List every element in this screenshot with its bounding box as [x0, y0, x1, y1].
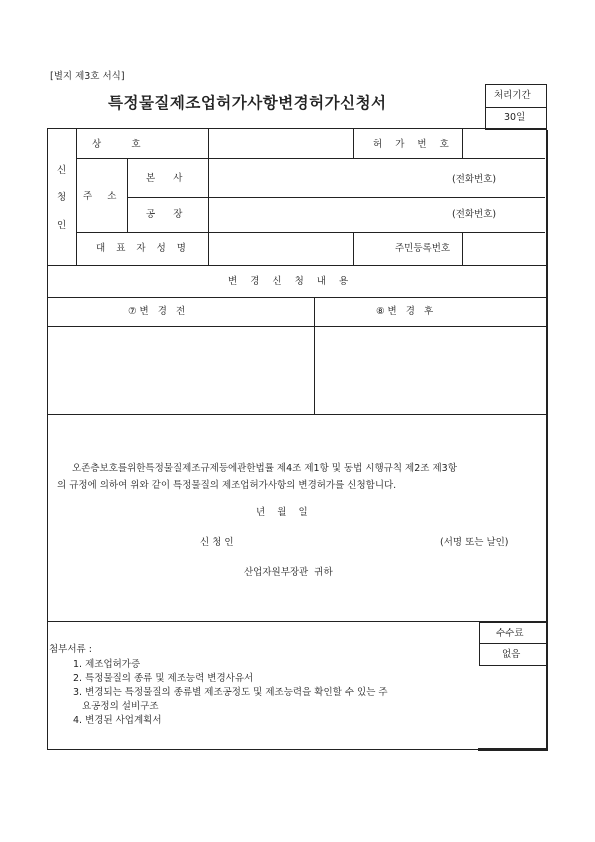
- attachment-item: 2. 특정물질의 종류 및 제조능력 변경사유서: [73, 673, 254, 684]
- factory-phone-label: (전화번호): [452, 209, 497, 220]
- declaration-line-2: 의 규정에 의하여 위와 같이 특정물질의 제조업허가사항의 변경허가를 신청합니다.: [57, 480, 397, 491]
- change-after-field[interactable]: [315, 327, 544, 413]
- attachment-item: 4. 변경된 사업계획서: [73, 715, 162, 726]
- resident-number-field[interactable]: [463, 233, 544, 264]
- fee-value: 없음: [502, 649, 521, 660]
- factory-label: 공 장: [146, 209, 183, 220]
- address-label: 주 소: [83, 191, 120, 202]
- page-title: 특정물질제조업허가사항변경허가신청서: [108, 94, 387, 112]
- trade-name-label: 상 호: [92, 139, 141, 150]
- attachment-item: 1. 제조업허가증: [73, 659, 141, 670]
- trade-name-field[interactable]: [209, 129, 352, 157]
- processing-period-label: 처리기간: [494, 90, 531, 101]
- addressee: 산업자원부장관 귀하: [244, 567, 333, 578]
- head-office-label: 본 사: [146, 173, 183, 184]
- applicant-group-label-3: 인: [57, 220, 67, 231]
- form-label: [별지 제3호 서식]: [50, 71, 125, 82]
- processing-period-value: 30일: [504, 112, 526, 123]
- applicant-group-label-2: 청: [57, 192, 67, 203]
- change-request-header: 변 경 신 청 내 용: [228, 276, 354, 287]
- resident-number-label: 주민등록번호: [395, 243, 451, 254]
- attachment-item: 3. 변경되는 특정물질의 종류별 제조공정도 및 제조능력을 확인할 수 있는 주: [73, 687, 388, 698]
- head-office-phone-label: (전화번호): [452, 174, 497, 185]
- permit-number-label: 허 가 번 호: [373, 139, 454, 150]
- declaration-line-1: 오존층보호를위한특정물질제조규제등에관한법률 제4조 제1항 및 동법 시행규칙 제2조 제3항: [72, 463, 457, 474]
- signature-or-seal-label: (서명 또는 날인): [440, 537, 509, 548]
- representative-name-field[interactable]: [209, 233, 352, 264]
- applicant-signature-label: 신 청 인: [200, 537, 234, 548]
- attachment-item: 요공정의 설비구조: [73, 701, 159, 712]
- change-after-label: ⑧ 변 경 후: [376, 306, 434, 317]
- fee-label: 수수료: [496, 628, 524, 639]
- applicant-group-label-1: 신: [57, 165, 67, 176]
- attachments-header: 첨부서류 :: [49, 644, 92, 655]
- declaration-date: 년 월 일: [256, 507, 308, 518]
- change-before-label: ⑦ 변 경 전: [128, 306, 186, 317]
- representative-name-label: 대 표 자 성 명: [96, 243, 190, 254]
- head-office-address-field[interactable]: [209, 159, 439, 196]
- permit-number-field[interactable]: [463, 129, 544, 157]
- factory-address-field[interactable]: [209, 198, 439, 231]
- change-before-field[interactable]: [48, 327, 313, 413]
